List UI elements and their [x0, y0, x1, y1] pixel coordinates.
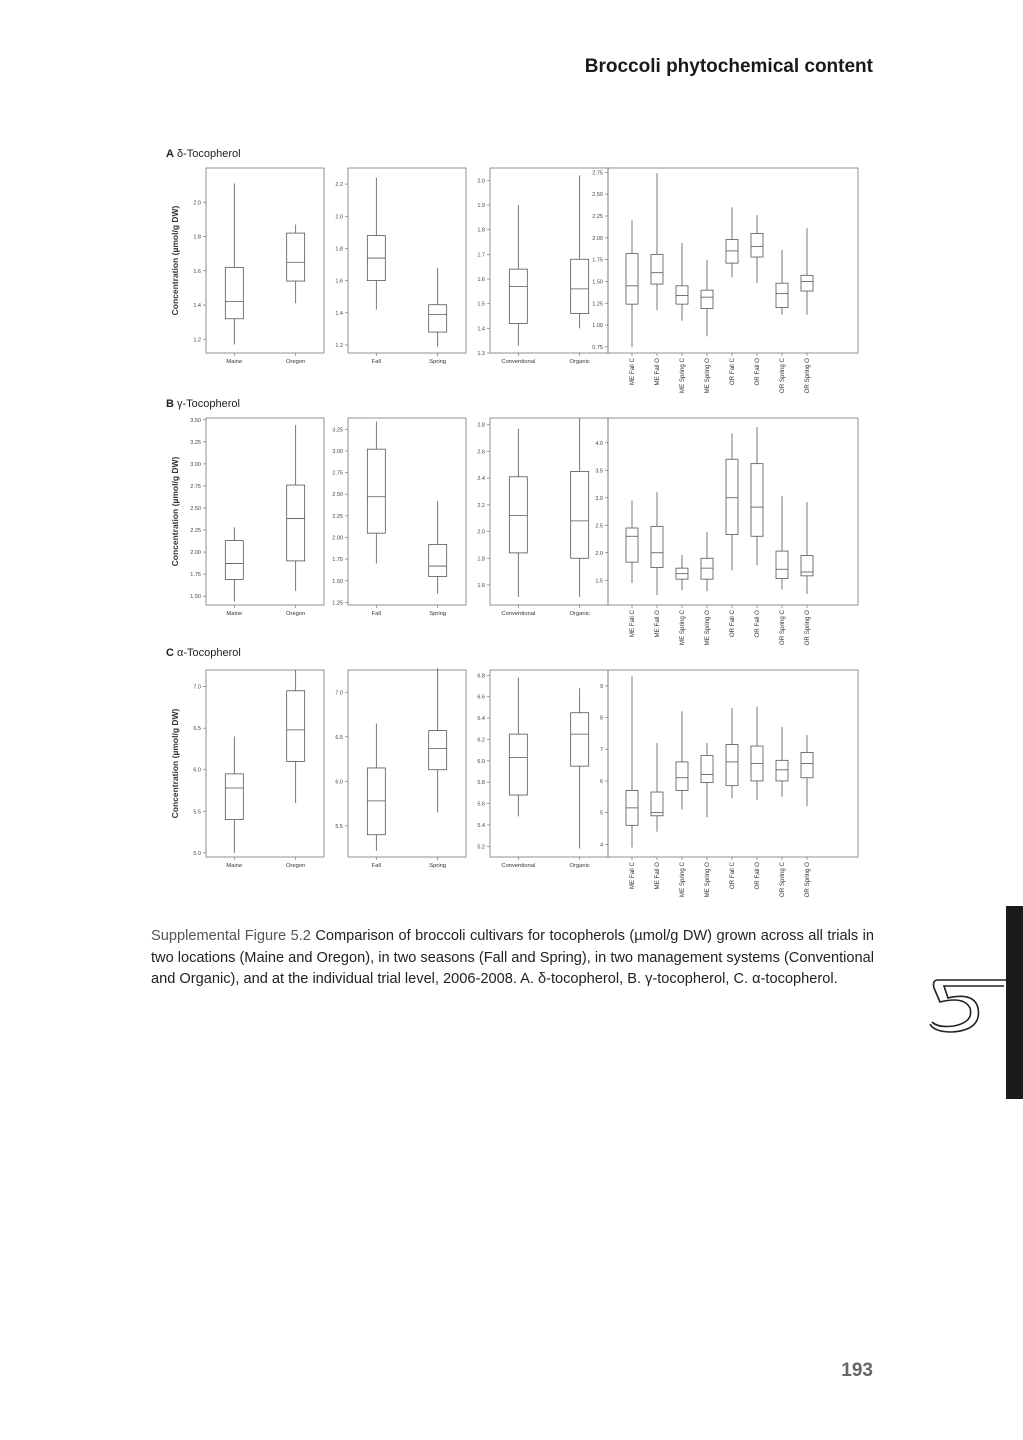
y-tick-label: 1.4 — [335, 310, 343, 317]
subplot — [332, 418, 466, 617]
y-tick-label: 1.6 — [477, 582, 485, 589]
y-tick-label: 1.75 — [332, 557, 343, 564]
panel-name: α-Tocopherol — [173, 647, 241, 659]
x-tick-label: OR Fall O — [754, 610, 761, 638]
y-tick-label: 5.4 — [477, 822, 485, 829]
y-tick-label: 2.50 — [332, 492, 343, 499]
y-tick-label: 1.50 — [592, 279, 603, 286]
plot-frame — [490, 168, 608, 353]
panel-letter: A — [166, 148, 174, 160]
y-tick-label: 3.00 — [190, 461, 201, 468]
box — [571, 259, 589, 313]
subplot — [335, 168, 466, 365]
panel-title — [166, 148, 241, 160]
page-number: 193 — [841, 1360, 873, 1381]
x-tick-label: Maine — [226, 611, 243, 617]
box — [776, 283, 788, 307]
plot-frame — [206, 418, 324, 605]
x-tick-label: ME Fall O — [654, 610, 661, 638]
box — [776, 551, 788, 579]
y-tick-label: 1.8 — [477, 227, 485, 234]
running-header: Broccoli phytochemical content — [584, 56, 873, 77]
plot-frame — [206, 670, 324, 857]
y-tick-label: 1.4 — [477, 326, 485, 333]
subplot — [600, 670, 858, 897]
y-tick-label: 3.00 — [332, 448, 343, 455]
y-tick-label: 1.7 — [477, 252, 485, 259]
y-tick-label: 1.2 — [193, 337, 201, 344]
box — [429, 305, 447, 332]
y-tick-label: 5.2 — [477, 844, 485, 851]
x-tick-label: ME Spring C — [679, 358, 686, 394]
plot-frame — [490, 418, 608, 605]
y-tick-label: 1.25 — [332, 600, 343, 607]
y-tick-label: 1.8 — [477, 556, 485, 563]
box — [676, 762, 688, 791]
x-tick-label: Spring — [429, 863, 447, 869]
x-tick-label: Organic — [569, 863, 590, 869]
plot-frame — [348, 418, 466, 605]
y-tick-label: 5 — [599, 810, 603, 817]
x-tick-label: OR Spring C — [779, 358, 786, 394]
panel-name: δ-Tocopherol — [173, 148, 241, 160]
x-tick-label: ME Spring O — [704, 358, 711, 394]
x-tick-label: Organic — [569, 359, 590, 365]
y-tick-label: 1.8 — [335, 246, 343, 253]
y-tick-label: 2.8 — [477, 422, 485, 429]
y-tick-label: 3.5 — [595, 468, 603, 475]
y-tick-label: 7.0 — [193, 684, 201, 691]
box — [701, 756, 713, 783]
y-tick-label: 5.5 — [335, 823, 343, 830]
y-tick-label: 2.2 — [335, 182, 343, 189]
y-tick-label: 2.75 — [592, 170, 603, 177]
box — [751, 233, 763, 257]
y-tick-label: 8 — [599, 715, 603, 722]
box — [776, 760, 788, 781]
x-tick-label: Spring — [429, 359, 447, 365]
y-tick-label: 3.25 — [332, 427, 343, 434]
subplot — [477, 168, 608, 365]
y-tick-label: 2.25 — [592, 213, 603, 220]
box — [429, 731, 447, 770]
box — [509, 734, 527, 795]
x-tick-label: Maine — [226, 863, 243, 869]
y-tick-label: 2.4 — [477, 476, 485, 483]
x-tick-label: Organic — [569, 611, 590, 617]
panel-A — [166, 148, 858, 393]
y-tick-label: 4 — [599, 842, 603, 849]
x-tick-label: Oregon — [286, 359, 306, 365]
y-tick-label: 2.25 — [190, 528, 201, 535]
plot-frame — [490, 670, 608, 857]
x-tick-label: Fall — [371, 863, 381, 869]
x-tick-label: OR Fall O — [754, 358, 761, 386]
box — [287, 485, 305, 561]
x-tick-label: OR Spring C — [779, 862, 786, 898]
panel-B — [166, 398, 858, 645]
y-tick-label: 2.25 — [332, 513, 343, 520]
y-tick-label: 5.5 — [193, 809, 201, 816]
subplot — [335, 668, 466, 869]
x-tick-label: Fall — [371, 611, 381, 617]
y-tick-label: 1.6 — [193, 268, 201, 275]
subplot — [592, 168, 858, 393]
x-tick-label: OR Fall C — [729, 358, 736, 386]
y-tick-label: 6.5 — [193, 726, 201, 733]
y-tick-label: 2.00 — [190, 550, 201, 557]
y-tick-label: 2.00 — [332, 535, 343, 542]
x-tick-label: Maine — [226, 359, 243, 365]
figure-caption — [151, 926, 874, 991]
box — [571, 713, 589, 766]
y-tick-label: 2.00 — [592, 235, 603, 242]
x-tick-label: ME Fall C — [629, 610, 636, 638]
x-tick-label: Oregon — [286, 863, 306, 869]
box — [367, 768, 385, 835]
y-tick-label: 2.5 — [595, 523, 603, 530]
y-tick-label: 6.4 — [477, 716, 485, 723]
y-tick-label: 2.75 — [332, 470, 343, 477]
y-tick-label: 7 — [599, 747, 603, 754]
y-tick-label: 1.2 — [335, 342, 343, 349]
panel-title — [166, 647, 241, 659]
y-tick-label: 1.75 — [592, 257, 603, 264]
y-tick-label: 1.8 — [193, 234, 201, 241]
y-axis-title: Concentration (µmol/g DW) — [170, 708, 180, 819]
y-tick-label: 1.75 — [190, 572, 201, 579]
box — [701, 290, 713, 308]
y-tick-label: 3.0 — [595, 495, 603, 502]
y-tick-label: 1.50 — [332, 578, 343, 585]
panel-letter: B — [166, 398, 174, 410]
box — [225, 541, 243, 580]
y-tick-label: 9 — [599, 683, 603, 690]
x-tick-label: ME Fall O — [654, 358, 661, 386]
y-tick-label: 3.25 — [190, 439, 201, 446]
y-tick-label: 6.2 — [477, 737, 485, 744]
x-tick-label: ME Spring C — [679, 610, 686, 646]
subplot — [477, 418, 608, 617]
box — [225, 267, 243, 318]
box — [651, 526, 663, 567]
y-tick-label: 2.50 — [592, 192, 603, 199]
box — [726, 459, 738, 534]
x-tick-label: OR Spring O — [804, 862, 811, 898]
y-tick-label: 1.6 — [335, 278, 343, 285]
box — [751, 464, 763, 537]
y-tick-label: 3.50 — [190, 417, 201, 424]
y-tick-label: 6.0 — [335, 779, 343, 786]
y-tick-label: 1.25 — [592, 301, 603, 308]
box — [726, 240, 738, 264]
x-tick-label: OR Fall C — [729, 862, 736, 890]
box — [651, 254, 663, 284]
y-tick-label: 7.0 — [335, 690, 343, 697]
y-tick-label: 1.5 — [595, 578, 603, 585]
subplot — [477, 670, 608, 869]
y-tick-label: 2.2 — [477, 502, 485, 509]
y-tick-label: 6.0 — [193, 767, 201, 774]
y-tick-label: 1.9 — [477, 203, 485, 209]
subplot — [193, 168, 324, 365]
panel-C — [166, 647, 858, 897]
x-tick-label: ME Fall C — [629, 358, 636, 386]
box — [801, 752, 813, 777]
panel-title — [166, 398, 240, 410]
y-tick-label: 5.0 — [193, 850, 201, 857]
box — [287, 691, 305, 762]
y-tick-label: 1.4 — [193, 303, 201, 310]
box — [801, 556, 813, 576]
subplot — [190, 418, 324, 617]
caption-label: Supplemental Figure 5.2 — [151, 928, 311, 944]
y-axis-title: Concentration (µmol/g DW) — [170, 456, 180, 567]
x-tick-label: ME Spring O — [704, 610, 711, 646]
subplot — [193, 670, 324, 869]
x-tick-label: ME Fall C — [629, 862, 636, 890]
y-tick-label: 6 — [599, 778, 603, 785]
box — [367, 449, 385, 533]
x-tick-label: Spring — [429, 611, 447, 617]
y-tick-label: 0.75 — [592, 344, 603, 351]
box — [225, 774, 243, 820]
x-tick-label: Fall — [371, 359, 381, 365]
y-tick-label: 2.0 — [595, 550, 603, 557]
x-tick-label: ME Spring C — [679, 862, 686, 898]
y-tick-label: 6.0 — [477, 758, 485, 765]
box — [571, 471, 589, 558]
subplot — [595, 418, 858, 645]
x-tick-label: OR Spring C — [779, 610, 786, 646]
box — [509, 477, 527, 553]
x-tick-label: Oregon — [286, 611, 306, 617]
x-tick-label: OR Fall O — [754, 862, 761, 890]
y-tick-label: 2.0 — [477, 529, 485, 536]
boxplot-figure — [160, 140, 875, 912]
chapter-number-mark — [924, 970, 1023, 1040]
box — [676, 286, 688, 304]
y-tick-label: 4.0 — [595, 440, 603, 447]
box — [701, 558, 713, 579]
x-tick-label: OR Spring O — [804, 610, 811, 646]
box — [509, 269, 527, 323]
y-tick-label: 2.6 — [477, 449, 485, 456]
box — [726, 744, 738, 785]
y-tick-label: 1.50 — [190, 594, 201, 601]
y-tick-label: 1.00 — [592, 323, 603, 330]
y-tick-label: 2.0 — [335, 214, 343, 221]
y-tick-label: 2.75 — [190, 483, 201, 490]
y-tick-label: 1.3 — [477, 351, 485, 357]
x-tick-label: OR Fall C — [729, 610, 736, 638]
y-tick-label: 1.6 — [477, 277, 485, 283]
y-tick-label: 2.50 — [190, 505, 201, 512]
y-tick-label: 2.0 — [477, 178, 485, 185]
box — [626, 254, 638, 305]
plot-frame — [348, 168, 466, 353]
panel-name: γ-Tocopherol — [173, 398, 240, 410]
plot-frame — [348, 670, 466, 857]
x-tick-label: ME Spring O — [704, 862, 711, 898]
y-tick-label: 1.5 — [477, 301, 485, 308]
y-tick-label: 5.8 — [477, 780, 485, 787]
y-tick-label: 6.6 — [477, 694, 485, 701]
x-tick-label: Conventional — [501, 359, 536, 365]
y-tick-label: 6.5 — [335, 734, 343, 741]
box — [287, 233, 305, 281]
x-tick-label: Conventional — [501, 611, 536, 617]
box — [801, 275, 813, 291]
caption-text: Comparison of broccoli cultivars for tocopherols (µmol/g DW) grown across all trials in two locations (Maine and Oregon), in two seasons (Fall and Spring), in two management systems (Conventional and Organic), and at the individual trial level, 2006-2008. A. δ-tocopherol, B. γ-tocopherol, C. α-tocopherol. — [151, 928, 874, 987]
box — [429, 544, 447, 576]
y-tick-label: 5.6 — [477, 801, 485, 808]
box — [626, 528, 638, 562]
y-tick-label: 2.0 — [193, 200, 201, 207]
panel-letter: C — [166, 647, 174, 659]
x-tick-label: Conventional — [501, 863, 536, 869]
x-tick-label: ME Fall O — [654, 862, 661, 890]
x-tick-label: OR Spring O — [804, 358, 811, 394]
plot-frame — [206, 168, 324, 353]
y-tick-label: 6.8 — [477, 673, 485, 680]
y-axis-title: Concentration (µmol/g DW) — [170, 205, 180, 316]
